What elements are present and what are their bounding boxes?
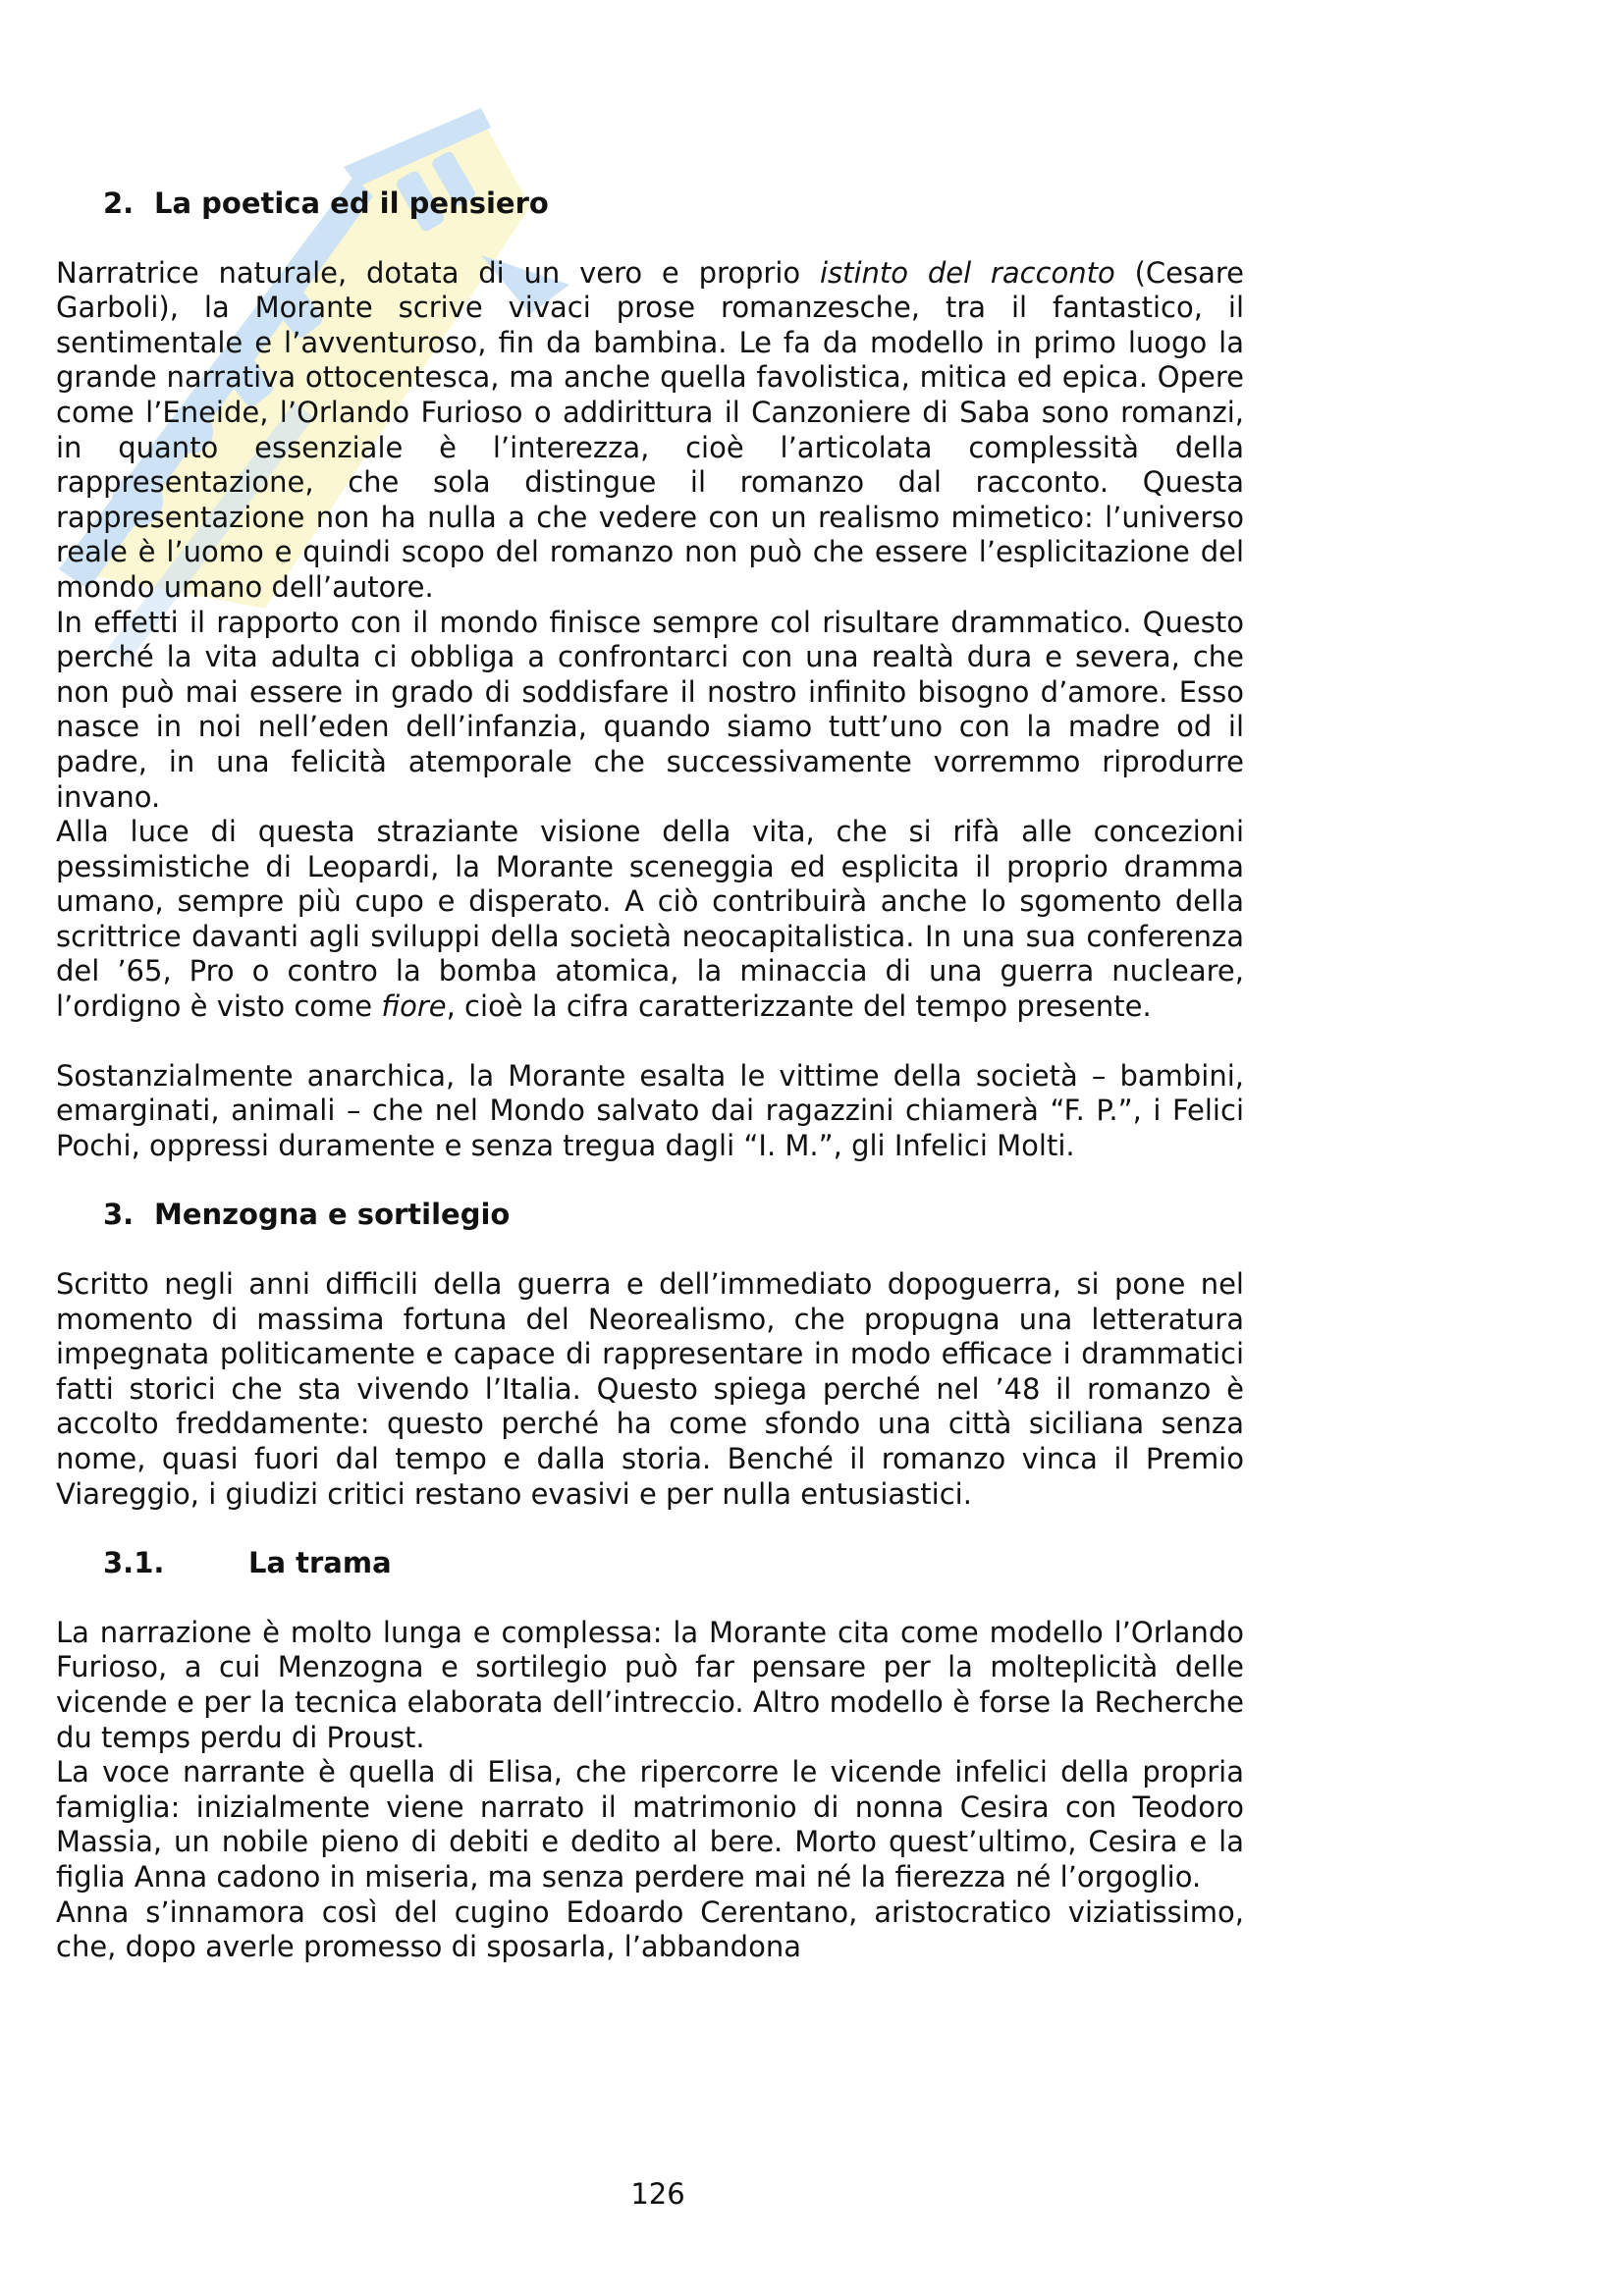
section-2-paragraph-4: Sostanzialmente anarchica, la Morante esalta le vittime della società – bambini, emarginati, animali – che nel Mondo salvato dai ragazzini chiamerà “F. P.”, i Felici Pochi, oppressi duramente e senza tregua dagli “I. M.”, gli Infelici Molti. [56, 1058, 1244, 1162]
section-3-1-paragraph-2: La voce narrante è quella di Elisa, che ripercorre le vicende infelici della propria famiglia: inizialmente viene narrato il matrimonio di nonna Cesira con Teodoro Massia, un nobile pieno di debiti e dedito al bere. Morto quest’ultimo, Cesira e la figlia Anna cadono in miseria, ma senza perdere mai né la fierezza né l’orgoglio. [56, 1755, 1244, 1894]
section-2-p3-end: , cioè la cifra caratterizzante del tempo presente. [446, 989, 1152, 1024]
document-body [56, 187, 1244, 1965]
section-3-1-title: La trama [248, 1546, 392, 1580]
section-2-number: 2. [103, 187, 135, 220]
section-2-paragraph-2: In effetti il rapporto con il mondo finisce sempre col risultare drammatico. Questo perché la vita adulta ci obbliga a confrontarci con una realtà dura e severa, che non può mai essere in grado di soddisfare il nostro infinito bisogno d’amore. Esso nasce in noi nell’eden dell’infanzia, quando siamo tutt’uno con la madre od il padre, in una felicità atemporale che successivamente vorremmo riprodurre invano. [56, 605, 1244, 814]
section-2-p3-emphasis: fiore [381, 989, 447, 1024]
paragraph-spacer [56, 1025, 1244, 1059]
section-2-paragraph-1 [56, 256, 1244, 606]
section-3-number: 3. [103, 1198, 135, 1232]
section-3-1-heading [56, 1546, 1244, 1581]
section-3-title: Menzogna e sortilegio [154, 1198, 511, 1232]
section-3-paragraph-1: Scritto negli anni difficili della guerra e dell’immediato dopoguerra, si pone nel momento di massima fortuna del Neorealismo, che propugna una letteratura impegnata politicamente e capace di rappresentare in modo efficace i drammatici fatti storici che sta vivendo l’Italia. Questo spiega perché nel ’48 il romanzo è accolto freddamente: questo perché ha come sfondo una città siciliana senza nome, quasi fuori dal tempo e dalla storia. Benché il romanzo vinca il Premio Viareggio, i giudizi critici restano evasivi e per nulla entusiastici. [56, 1267, 1244, 1511]
section-3-1-paragraph-1: La narrazione è molto lunga e complessa: la Morante cita come modello l’Orlando Furioso, a cui Menzogna e sortilegio può far pensare per la molteplicità delle vicende e per la tecnica elaborata dell’intreccio. Altro modello è forse la Recherche du temps perdu di Proust. [56, 1615, 1244, 1754]
section-2-title: La poetica ed il pensiero [154, 187, 549, 220]
section-2-paragraph-3 [56, 815, 1244, 1025]
section-2-p1-end: (Cesare Garboli), la Morante scrive vivaci prose romanzesche, tra il fantastico, il sentimentale e l’avventuroso, fin da bambina. Le fa da modello in primo luogo la grande narrativa ottocentesca, ma anche quella favolistica, mitica ed epica. Opere come l’Eneide, l’Orlando Furioso o addirittura il Canzoniere di Saba sono romanzi, in quanto essenziale è l’interezza, cioè l’articolata complessità della rappresentazione, che sola distingue il romanzo dal racconto. Questa rappresentazione non ha nulla a che vedere con un realismo mimetico: l’universo reale è l’uomo e quindi scopo del romanzo non può che essere l’esplicitazione del mondo umano dell’autore. [56, 255, 1244, 604]
page-number: 126 [630, 2177, 685, 2211]
section-3-heading [56, 1198, 1244, 1233]
section-2-p1-emphasis: istinto del racconto [819, 255, 1115, 290]
section-3-1-number: 3.1. [103, 1546, 165, 1580]
section-3-1-paragraph-3: Anna s’innamora così del cugino Edoardo Cerentano, aristocratico viziatissimo, che, dopo averle promesso di sposarla, l’abbandona [56, 1895, 1244, 1964]
section-2-p1-start: Narratrice naturale, dotata di un vero e proprio [56, 255, 820, 290]
section-2-p3-start: Alla luce di questa straziante visione della vita, che si rifà alle concezioni pessimistiche di Leopardi, la Morante sceneggia ed esplicita il proprio dramma umano, sempre più cupo e disperato. A ciò contribuirà anche lo sgomento della scrittrice davanti agli sviluppi della società neocapitalistica. In una sua conferenza del ’65, Pro o contro la bomba atomica, la minaccia di una guerra nucleare, l’ordigno è visto come [56, 815, 1244, 1024]
section-2-heading [56, 187, 1244, 222]
